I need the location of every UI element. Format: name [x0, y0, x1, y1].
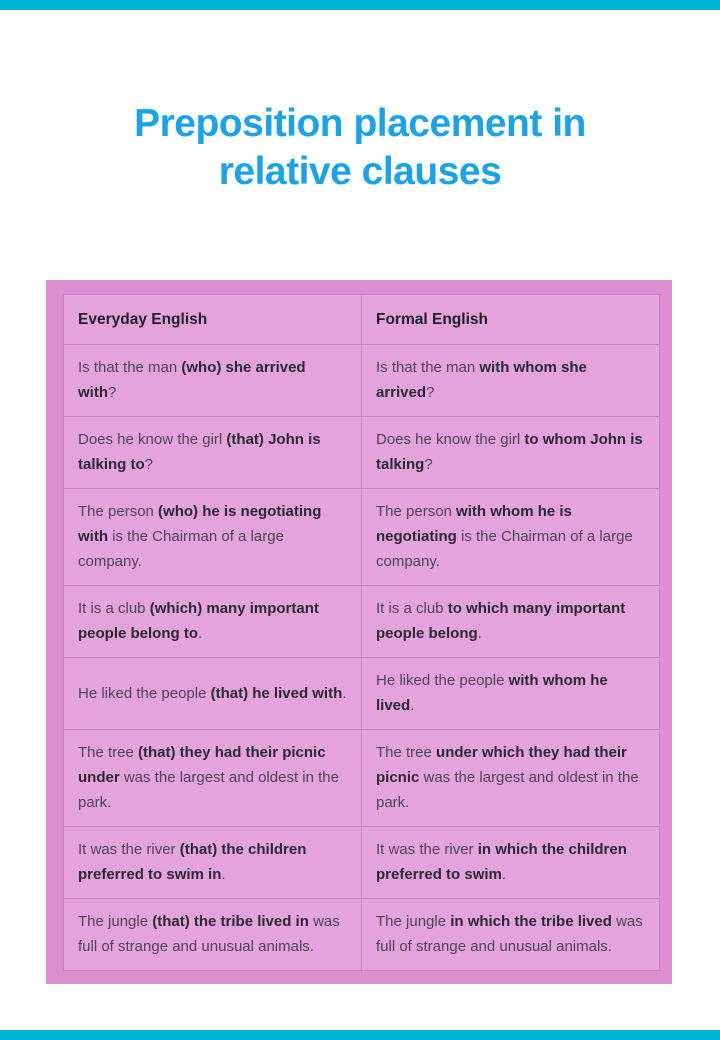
comparison-table [63, 294, 660, 971]
table-cell: The tree (that) they had their picnic under was the largest and oldest in the park. [64, 730, 362, 827]
comparison-table-wrapper [46, 280, 672, 984]
table-body [64, 345, 660, 971]
table-row [64, 827, 660, 899]
table-row [64, 730, 660, 827]
table-cell: Is that the man with whom she arrived? [362, 345, 660, 417]
table-cell: It was the river (that) the children preferred to swim in. [64, 827, 362, 899]
table-cell: He liked the people (that) he lived with. [64, 658, 362, 730]
table-row [64, 489, 660, 586]
table-header-row [64, 295, 660, 345]
table-cell: It was the river in which the children preferred to swim. [362, 827, 660, 899]
table-row [64, 417, 660, 489]
top-accent-bar [0, 0, 720, 10]
column-header-formal-english: Formal English [362, 295, 660, 345]
table-row [64, 345, 660, 417]
table-cell: It is a club to which many important people belong. [362, 586, 660, 658]
table-row [64, 586, 660, 658]
table-cell: Does he know the girl (that) John is talking to? [64, 417, 362, 489]
table-row [64, 899, 660, 971]
table-cell: The tree under which they had their picnic was the largest and oldest in the park. [362, 730, 660, 827]
table-cell: Is that the man (who) she arrived with? [64, 345, 362, 417]
table-cell: It is a club (which) many important people belong to. [64, 586, 362, 658]
table-cell: The person (who) he is negotiating with is the Chairman of a large company. [64, 489, 362, 586]
column-header-everyday-english: Everyday English [64, 295, 362, 345]
table-cell: The jungle in which the tribe lived was full of strange and unusual animals. [362, 899, 660, 971]
table-cell: The jungle (that) the tribe lived in was full of strange and unusual animals. [64, 899, 362, 971]
table-cell: He liked the people with whom he lived. [362, 658, 660, 730]
page-title: Preposition placement in relative clauses [134, 102, 586, 193]
table-cell: Does he know the girl to whom John is talking? [362, 417, 660, 489]
table-row [64, 658, 660, 730]
bottom-accent-bar [0, 1030, 720, 1040]
table-cell: The person with whom he is negotiating is the Chairman of a large company. [362, 489, 660, 586]
